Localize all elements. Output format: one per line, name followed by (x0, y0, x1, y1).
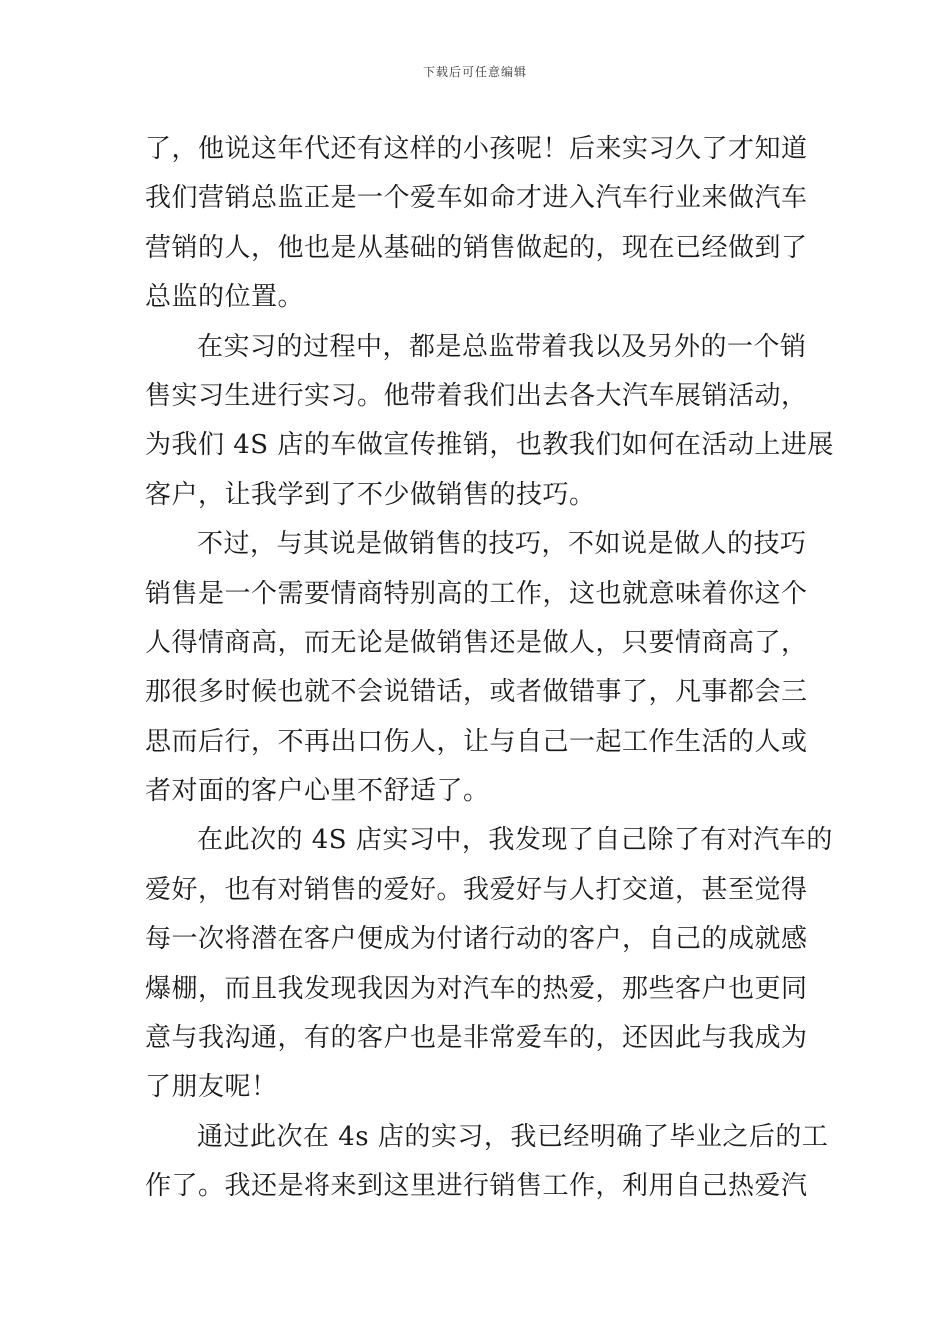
paragraph-first-line: 通过此次在 4s 店的实习，我已经明确了毕业之后的工 (197, 1121, 829, 1152)
paragraph-first-line: 在此次的 4S 店实习中，我发现了自己除了有对汽车的 (197, 825, 833, 856)
text-line: 营销的人，他也是从基础的销售做起的，现在已经做到了 (145, 232, 808, 263)
text-line: 思而后行，不再出口伤人，让与自己一起工作生活的人或 (145, 726, 808, 757)
text-line: 了，他说这年代还有这样的小孩呢！后来实习久了才知道 (145, 134, 808, 164)
page-header: 下载后可任意编辑 (422, 65, 527, 79)
text-line: 客户，让我学到了不少做销售的技巧。 (145, 479, 596, 510)
text-line: 每一次将潜在客户便成为付诸行动的客户，自己的成就感 (145, 924, 808, 955)
text-line: 爆棚，而且我发现我因为对汽车的热爱，那些客户也更同 (145, 973, 808, 1004)
text-line: 作了。我还是将来到这里进行销售工作，利用自己热爱汽 (145, 1171, 808, 1202)
text-line: 人得情商高，而无论是做销售还是做人，只要情商高了， (145, 627, 808, 658)
text-line: 售实习生进行实习。他带着我们出去各大汽车展销活动， (145, 380, 808, 411)
text-line: 了朋友呢！ (145, 1072, 278, 1103)
text-line: 我们营销总监正是一个爱车如命才进入汽车行业来做汽车 (145, 183, 808, 214)
text-line: 销售是一个需要情商特别高的工作，这也就意味着你这个 (145, 578, 808, 609)
text-line: 那很多时候也就不会说错话，或者做错事了，凡事都会三 (145, 677, 808, 708)
text-line: 意与我沟通，有的客户也是非常爱车的，还因此与我成为 (145, 1023, 808, 1054)
paragraph-first-line: 在实习的过程中，都是总监带着我以及另外的一个销 (197, 331, 807, 362)
text-line: 为我们 4S 店的车做宣传推销，也教我们如何在活动上进展 (145, 430, 834, 461)
text-line: 总监的位置。 (145, 282, 305, 313)
body-text (145, 125, 834, 1212)
paragraph-first-line: 不过，与其说是做销售的技巧，不如说是做人的技巧 (197, 529, 807, 560)
text-line: 爱好，也有对销售的爱好。我爱好与人打交道，甚至觉得 (145, 874, 808, 905)
text-line: 者对面的客户心里不舒适了。 (145, 776, 490, 807)
